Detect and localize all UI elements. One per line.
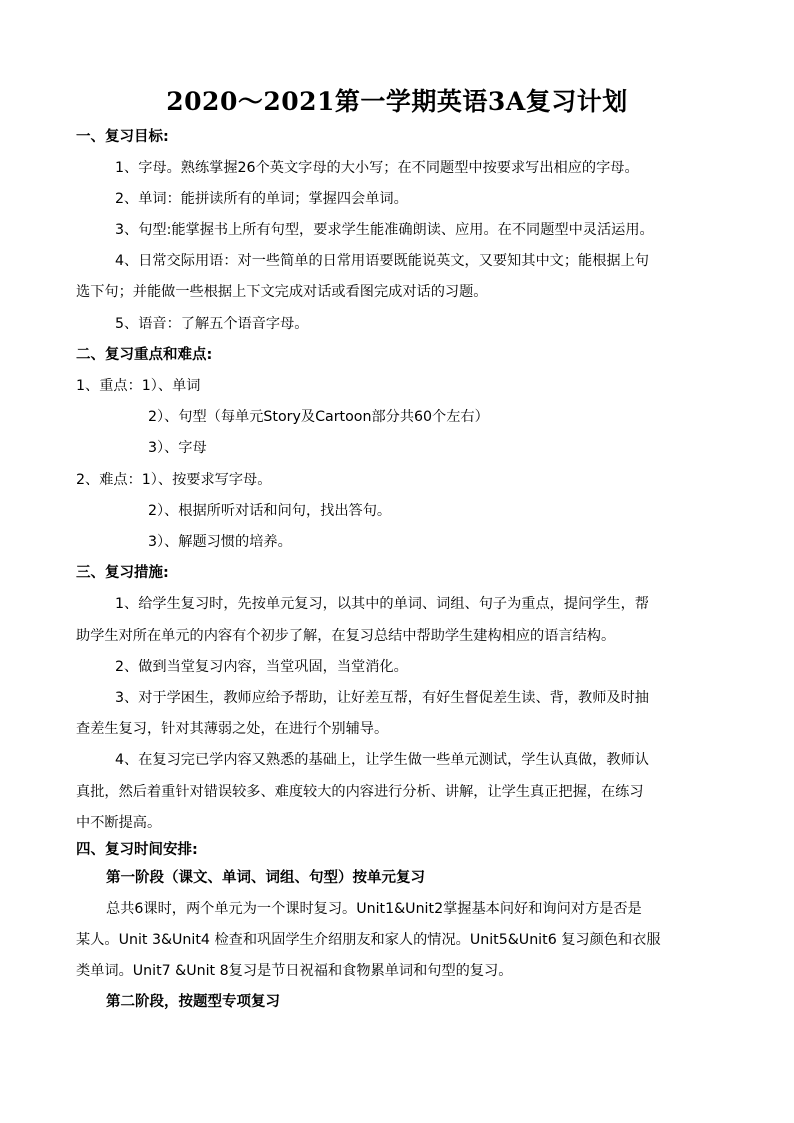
section1-item-5: 5、语音：了解五个语音字母。 (115, 316, 309, 332)
section3-line-6: 4、在复习完已学内容又熟悉的基础上，让学生做一些单元测试，学生认真做，教师认 (115, 752, 649, 768)
section3-line-3: 2、做到当堂复习内容，当堂巩固，当堂消化。 (115, 659, 408, 675)
phase2-title: 第二阶段，按题型专项复习 (106, 994, 280, 1010)
section1-item-1: 1、字母。熟练掌握26个英文字母的大小写；在不同题型中按要求写出相应的字母。 (115, 160, 639, 176)
section3-line-4: 3、对于学困生，教师应给予帮助，让好差互帮，有好生督促差生读、背，教师及时抽 (115, 690, 649, 706)
section2-line-5: 2）、根据所听对话和问句，找出答句。 (148, 503, 392, 519)
section3-line-1: 1、给学生复习时，先按单元复习，以其中的单词、词组、句子为重点，提问学生，帮 (115, 596, 649, 612)
section1-heading: 一、复习目标: (76, 129, 169, 145)
section3-line-7: 真批，然后着重针对错误较多、难度较大的内容进行分析、讲解，让学生真正把握，在练习 (76, 784, 644, 800)
section1-item-3: 3、句型:能掌握书上所有句型，要求学生能准确朗读、应用。在不同题型中灵活运用。 (115, 222, 654, 238)
section3-line-2: 助学生对所在单元的内容有个初步了解，在复习总结中帮助学生建构相应的语言结构。 (76, 628, 616, 644)
section2-heading: 二、复习重点和难点: (76, 347, 213, 363)
section3-line-8: 中不断提高。 (76, 815, 162, 831)
phase1-title: 第一阶段（课文、单词、词组、句型）按单元复习 (106, 870, 425, 886)
section1-item-2: 2、单词：能拼读所有的单词；掌握四会单词。 (115, 191, 408, 207)
phase1-line-2: 某人。Unit 3&Unit4 检查和巩固学生介绍朋友和家人的情况。Unit5&Unit6 复习颜色和衣服 (76, 932, 661, 948)
phase1-line-1: 总共6课时，两个单元为一个课时复习。Unit1&Unit2掌握基本问好和询问对方是否是 (106, 901, 642, 917)
section2-line-4: 2、难点：1）、按要求写字母。 (76, 472, 272, 488)
section1-item-4-cont: 选下句；并能做一些根据上下文完成对话或看图完成对话的习题。 (76, 284, 488, 300)
section3-heading: 三、复习措施: (76, 565, 169, 581)
phase1-line-3: 类单词。Unit7 &Unit 8复习是节日祝福和食物累单词和句型的复习。 (76, 963, 513, 979)
section2-line-3: 3）、字母 (148, 440, 207, 456)
section4-heading: 四、复习时间安排: (76, 842, 198, 858)
section2-line-1: 1、重点：1）、单词 (76, 378, 201, 394)
document-title: 2020～2021第一学期英语3A复习计划 (166, 87, 628, 116)
section1-item-4: 4、日常交际用语：对一些简单的日常用语要既能说英文，又要知其中文；能根据上句 (115, 253, 649, 269)
section2-line-6: 3）、解题习惯的培养。 (148, 534, 292, 550)
section2-line-2: 2）、句型（每单元Story及Cartoon部分共60个左右） (148, 409, 489, 425)
section3-line-5: 查差生复习，针对其薄弱之处，在进行个别辅导。 (76, 721, 389, 737)
